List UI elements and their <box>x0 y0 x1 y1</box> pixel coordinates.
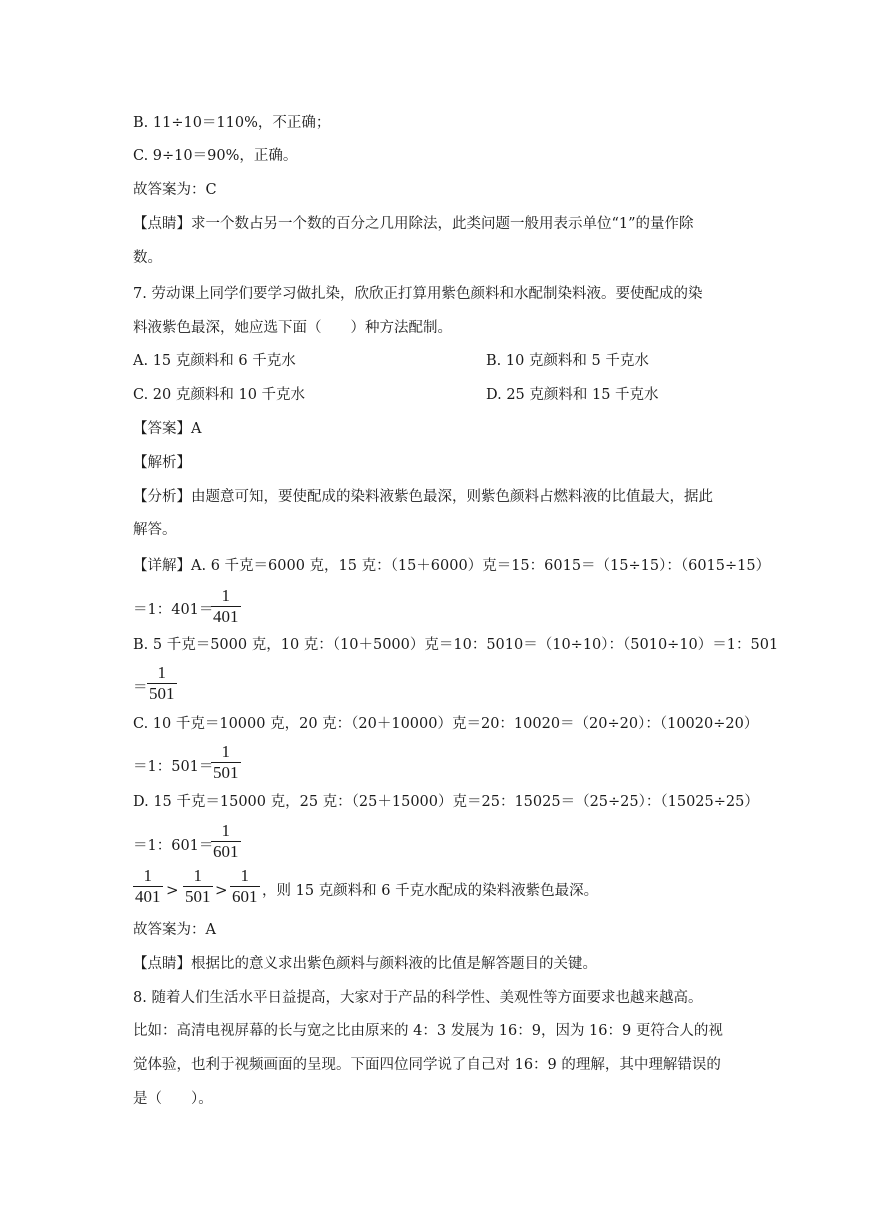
text-line: ＝1：601＝ <box>133 838 214 854</box>
greater-than-sign: > <box>166 881 179 899</box>
fraction-denominator: 601 <box>213 842 239 861</box>
text-line: 解答。 <box>133 522 177 538</box>
greater-than-sign: > <box>215 881 228 899</box>
text-line: 【详解】A. 6 千克＝6000 克，15 克：（15＋6000）克＝15：6015＝（15÷15）：（6015÷15） <box>133 558 771 574</box>
text-line: D. 15 千克＝15000 克，25 克：（25＋15000）克＝25：15025＝（25÷25）：（15025÷25） <box>133 794 759 810</box>
fraction-numerator: 1 <box>143 866 152 885</box>
fraction-denominator: 501 <box>213 763 239 782</box>
fraction-numerator: 1 <box>221 742 230 761</box>
fraction-denominator: 401 <box>135 887 161 906</box>
text-line: 故答案为：C <box>133 182 217 198</box>
text-line: ，则 15 克颜料和 6 千克水配成的染料液紫色最深。 <box>262 883 599 899</box>
question-7-text: 料液紫色最深，她应选下面（ ）种方法配制。 <box>133 320 452 336</box>
fraction <box>147 663 177 704</box>
fraction-denominator: 501 <box>185 887 211 906</box>
fraction-denominator: 601 <box>232 887 258 906</box>
text-line: 【点睛】求一个数占另一个数的百分之几用除法，此类问题一般用表示单位“1”的量作除 <box>133 216 694 232</box>
fraction-denominator: 401 <box>213 607 239 626</box>
question-8-text: 比如：高清电视屏幕的长与宽之比由原来的 4：3 发展为 16：9，因为 16：9 更符合人的视 <box>133 1023 723 1039</box>
question-8-text: 8. 随着人们生活水平日益提高，大家对于产品的科学性、美观性等方面要求也越来越高。 <box>133 990 703 1006</box>
fraction-numerator: 1 <box>240 866 249 885</box>
text-line: 故答案为：A <box>133 922 216 938</box>
fraction-denominator: 501 <box>149 684 175 703</box>
text-line: ＝1：501＝ <box>133 759 214 775</box>
text-line: C. 9÷10＝90%，正确。 <box>133 148 298 164</box>
text-line: ＝1：401＝ <box>133 602 214 618</box>
option-c: C. 20 克颜料和 10 千克水 <box>133 387 306 403</box>
question-8-text: 是（ ）。 <box>133 1091 213 1107</box>
option-b: B. 10 克颜料和 5 千克水 <box>486 353 649 369</box>
text-line: 【分析】由题意可知，要使配成的染料液紫色最深，则紫色颜料占燃料液的比值最大，据此 <box>133 489 713 505</box>
question-8-text: 觉体验，也利于视频画面的呈现。下面四位同学说了自己对 16：9 的理解，其中理解错误的 <box>133 1057 721 1073</box>
option-d: D. 25 克颜料和 15 千克水 <box>486 387 659 403</box>
fraction <box>183 866 213 907</box>
text-line: C. 10 千克＝10000 克，20 克：（20＋10000）克＝20：10020＝（20÷20）：（10020÷20） <box>133 716 759 732</box>
text-line: 【点睛】根据比的意义求出紫色颜料与颜料液的比值是解答题目的关键。 <box>133 956 597 972</box>
fraction <box>230 866 260 907</box>
text-line: B. 11÷10＝110%，不正确； <box>133 115 331 131</box>
answer-label: 【答案】A <box>133 421 202 437</box>
text-line: ＝ <box>133 680 148 696</box>
fraction <box>211 742 241 783</box>
question-7-text: 7. 劳动课上同学们要学习做扎染，欣欣正打算用紫色颜料和水配制染料液。要使配成的染 <box>133 286 703 302</box>
fraction <box>211 586 241 627</box>
fraction-numerator: 1 <box>193 866 202 885</box>
fraction <box>211 821 241 862</box>
text-line: B. 5 千克＝5000 克，10 克：（10＋5000）克＝10：5010＝（10÷10）：（5010÷10）＝1：501 <box>133 637 779 653</box>
fraction-numerator: 1 <box>157 663 166 682</box>
fraction <box>133 866 163 907</box>
fraction-numerator: 1 <box>221 821 230 840</box>
text-line: 数。 <box>133 250 162 266</box>
option-a: A. 15 克颜料和 6 千克水 <box>133 353 296 369</box>
analysis-label: 【解析】 <box>133 455 191 471</box>
fraction-numerator: 1 <box>221 586 230 605</box>
